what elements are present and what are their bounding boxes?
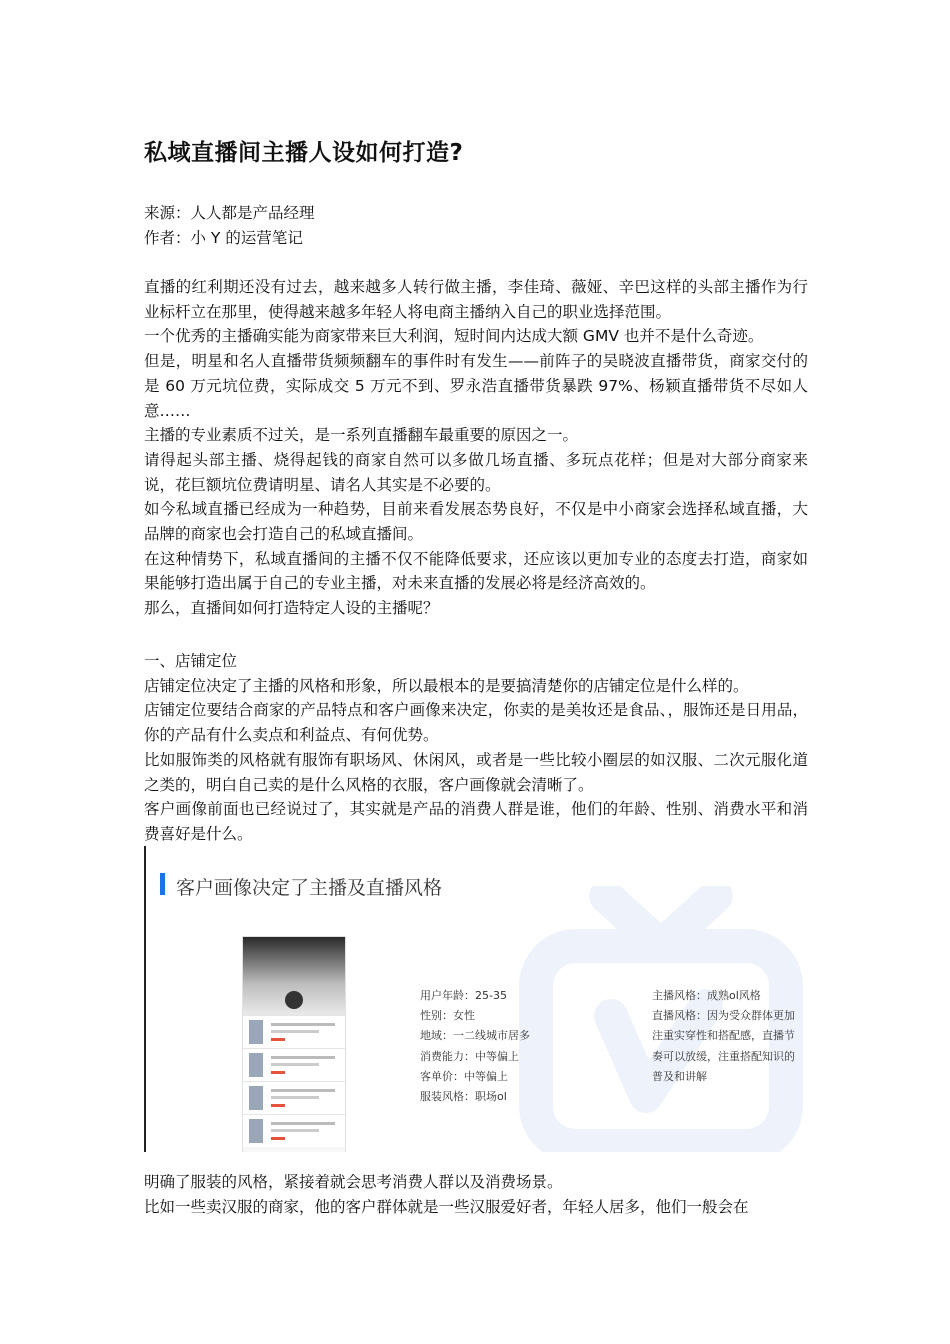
paragraph: 店铺定位要结合商家的产品特点和客户画像来决定，你卖的是美妆还是食品、，服饰还是日用品，你的产品有什么卖点和利益点、有何优势。 [144, 701, 808, 745]
after-figure-section [144, 1170, 808, 1219]
paragraph: 如今私域直播已经成为一种趋势，目前来看发展态势良好，不仅是中小商家会选择私域直播，大品牌的商家也会打造自己的私域直播间。 [144, 500, 808, 544]
customer-profile-figure [144, 846, 810, 1152]
figure-title: 客户画像决定了主播及直播风格 [176, 877, 443, 899]
paragraph: 但是，明星和名人直播带货频频翻车的事件时有发生——前阵子的吴晓波直播带货，商家交付的是 60 万元坑位费，实际成交 5 万元不到、罗永浩直播带货暴跌 97%、杨颖直播带货不尽如人意…… [144, 352, 808, 420]
customer-profile-list [420, 986, 530, 1107]
paragraph: 那么，直播间如何打造特定人设的主播呢？ [144, 599, 439, 618]
profile-item: 用户年龄：25-35 [420, 989, 507, 1002]
profile-item: 消费能力：中等偏上 [420, 1049, 519, 1063]
product-row [243, 1015, 345, 1048]
paragraph: 在这种情势下，私域直播间的主播不仅不能降低要求，还应该以更加专业的态度去打造，商家如果能够打造出属于自己的专业主播，对未来直播的发展必将是经济高效的。 [144, 549, 808, 593]
product-row [243, 1114, 345, 1147]
intro-section [144, 275, 808, 621]
paragraph: 主播的专业素质不过关，是一系列直播翻车最重要的原因之一。 [144, 426, 579, 445]
profile-item: 地域：一二线城市居多 [420, 1029, 530, 1043]
article-meta [144, 201, 315, 250]
article-author: 作者：小 Y 的运营笔记 [144, 228, 303, 247]
phone-live-view [243, 937, 345, 1015]
paragraph: 明确了服装的风格，紧接着就会思考消费人群以及消费场景。 [144, 1173, 563, 1191]
style-item: 主播风格：成熟ol风格 [652, 989, 761, 1002]
profile-item: 客单价：中等偏上 [420, 1069, 508, 1083]
streaming-style-list [652, 986, 795, 1087]
section-1 [144, 649, 808, 847]
section-heading: 一、店铺定位 [144, 652, 238, 670]
style-item: 注重实穿性和搭配感，直播节 [652, 1029, 795, 1043]
paragraph: 店铺定位决定了主播的风格和形象，所以最根本的是要搞清楚你的店铺定位是什么样的。 [144, 676, 749, 695]
phone-screenshot [242, 936, 346, 1152]
article-source: 来源：人人都是产品经理 [144, 204, 315, 222]
paragraph: 比如一些卖汉服的商家，他的客户群体就是一些汉服爱好者，年轻人居多，他们一般会在 [144, 1197, 749, 1216]
article-title: 私域直播间主播人设如何打造? [144, 140, 464, 166]
paragraph: 比如服饰类的风格就有服饰有职场风、休闲风，或者是一些比较小圈层的如汉服、二次元服化道之类的，明白自己卖的是什么风格的衣服，客户画像就会清晰了。 [144, 750, 808, 794]
product-row [243, 1081, 345, 1114]
profile-item: 性别：女性 [420, 1009, 475, 1023]
profile-item: 服装风格：职场ol [420, 1090, 507, 1104]
figure-title-accent [160, 873, 165, 895]
paragraph: 一个优秀的主播确实能为商家带来巨大利润，短时间内达成大额 GMV 也并不是什么奇迹。 [144, 327, 764, 346]
style-item: 普及和讲解 [652, 1069, 707, 1083]
product-row [243, 1048, 345, 1081]
style-item: 直播风格：因为受众群体更加 [652, 1009, 795, 1023]
paragraph: 请得起头部主播、烧得起钱的商家自然可以多做几场直播、多玩点花样；但是对大部分商家来说，花巨额坑位费请明星、请名人其实是不必要的。 [144, 450, 808, 494]
style-item: 奏可以放缓，注重搭配知识的 [652, 1049, 795, 1063]
paragraph: 客户画像前面也已经说过了，其实就是产品的消费人群是谁，他们的年龄、性别、消费水平和消费喜好是什么。 [144, 800, 808, 843]
paragraph: 直播的红利期还没有过去，越来越多人转行做主播，李佳琦、薇娅、辛巴这样的头部主播作为行业标杆立在那里，使得越来越多年轻人将电商主播纳入自己的职业选择范围。 [144, 278, 808, 321]
